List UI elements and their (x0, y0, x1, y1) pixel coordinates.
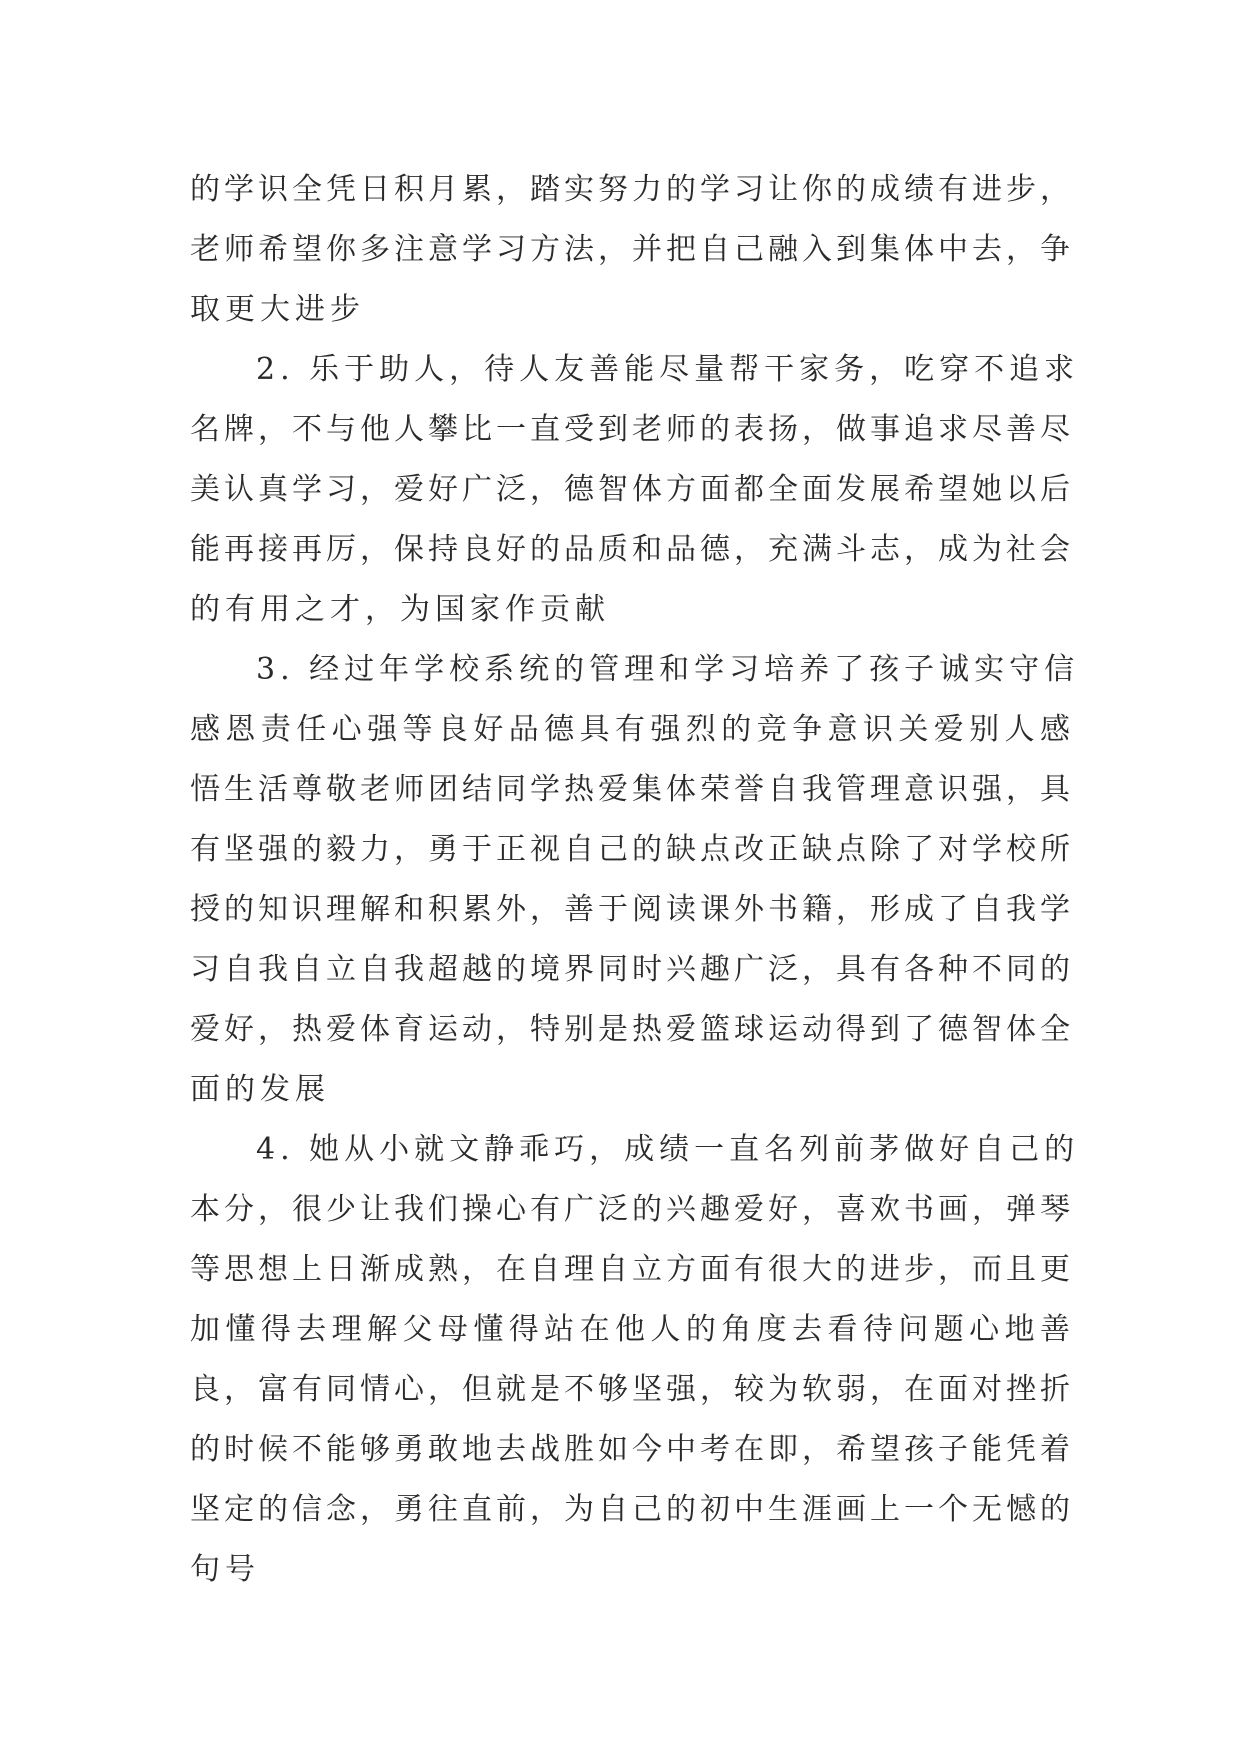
paragraph-4-line-4: 加懂得去理解父母懂得站在他人的角度去看待问题心地善 (190, 1312, 1070, 1347)
paragraph-3-line-7: 爱好，热爱体育运动，特别是热爱篮球运动得到了德智体全 (190, 1012, 1070, 1047)
document-body (190, 160, 1080, 1600)
paragraph-3-line-2: 感恩责任心强等良好品德具有强烈的竞争意识关爱别人感 (190, 712, 1070, 747)
paragraph-1-line-1: 的学识全凭日积月累，踏实努力的学习让你的成绩有进步， (190, 172, 1070, 207)
paragraph-2-line-1: 2. 乐于助人，待人友善能尽量帮干家务，吃穿不追求 (256, 352, 1080, 387)
paragraph-3-line-5: 授的知识理解和积累外，善于阅读课外书籍，形成了自我学 (190, 892, 1070, 927)
paragraph-2-line-4: 能再接再厉，保持良好的品质和品德，充满斗志，成为社会 (190, 532, 1070, 567)
paragraph-2-line-3: 美认真学习，爱好广泛，德智体方面都全面发展希望她以后 (190, 472, 1070, 507)
paragraph-4-line-7: 坚定的信念，勇往直前，为自己的初中生涯画上一个无憾的 (190, 1492, 1070, 1527)
paragraph-4-line-2: 本分，很少让我们操心有广泛的兴趣爱好，喜欢书画，弹琴 (190, 1192, 1070, 1227)
paragraph-2-line-2: 名牌，不与他人攀比一直受到老师的表扬，做事追求尽善尽 (190, 412, 1070, 447)
paragraph-3-line-8: 面的发展 (190, 1072, 330, 1107)
paragraph-1-line-2: 老师希望你多注意学习方法，并把自己融入到集体中去，争 (190, 232, 1070, 267)
paragraph-3-line-4: 有坚强的毅力，勇于正视自己的缺点改正缺点除了对学校所 (190, 832, 1070, 867)
paragraph-3-line-1: 3. 经过年学校系统的管理和学习培养了孩子诚实守信 (256, 652, 1080, 687)
paragraph-2-line-5: 的有用之才，为国家作贡献 (190, 592, 610, 627)
paragraph-4-line-5: 良，富有同情心，但就是不够坚强，较为软弱，在面对挫折 (190, 1372, 1070, 1407)
paragraph-1-line-3: 取更大进步 (190, 292, 365, 327)
paragraph-3-line-3: 悟生活尊敬老师团结同学热爱集体荣誉自我管理意识强，具 (190, 772, 1070, 807)
paragraph-4-line-6: 的时候不能够勇敢地去战胜如今中考在即，希望孩子能凭着 (190, 1432, 1070, 1467)
paragraph-4-line-1: 4. 她从小就文静乖巧，成绩一直名列前茅做好自己的 (256, 1132, 1080, 1167)
paragraph-4-line-8: 句号 (190, 1552, 260, 1587)
paragraph-4-line-3: 等思想上日渐成熟，在自理自立方面有很大的进步，而且更 (190, 1252, 1070, 1287)
paragraph-3-line-6: 习自我自立自我超越的境界同时兴趣广泛，具有各种不同的 (190, 952, 1070, 987)
